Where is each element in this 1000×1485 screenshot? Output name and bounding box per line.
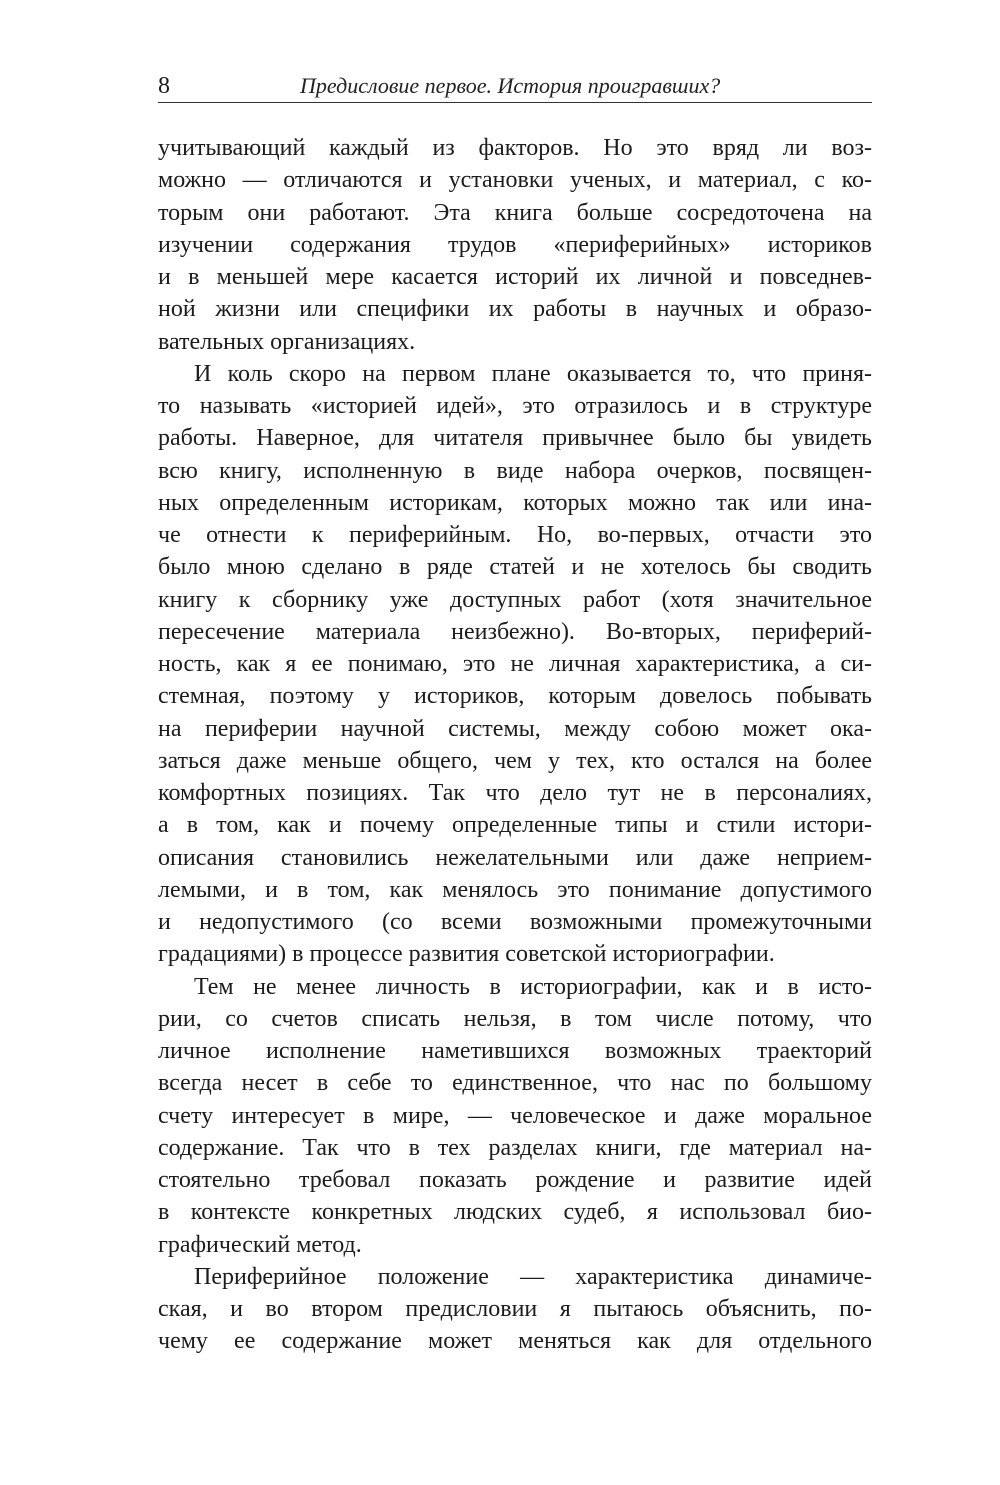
text-line: на периферии научной системы, между собою может ока- xyxy=(158,715,872,742)
text-line: то называть «историей идей», это отразилось и в структуре xyxy=(158,393,872,419)
text-line: всю книгу, исполненную в виде набора очерков, посвящен- xyxy=(158,457,872,484)
body-text xyxy=(158,132,872,1358)
text-line: а в том, как и почему определенные типы и стили истори- xyxy=(158,812,872,839)
text-line: можно — отличаются и установки ученых, и материал, с ко- xyxy=(158,167,872,194)
text-line: И коль скоро на первом плане оказывается то, что приня- xyxy=(194,360,872,387)
text-line: счету интересует в мире, — человеческое и даже моральное xyxy=(158,1102,872,1129)
text-line: в контексте конкретных людских судеб, я использовал био- xyxy=(158,1199,872,1226)
text-line: Тем не менее личность в историографии, как и в исто- xyxy=(194,973,872,1000)
running-header xyxy=(158,70,872,103)
text-line: стоятельно требовал показать рождение и развитие идей xyxy=(158,1167,872,1193)
text-line: ной жизни или специфики их работы в научных и образо- xyxy=(158,296,872,323)
text-line: торым они работают. Эта книга больше сосредоточена на xyxy=(158,199,872,226)
text-line: лемыми, и в том, как менялось это понимание допустимого xyxy=(158,876,872,903)
text-line: работы. Наверное, для читателя привычнее было бы увидеть xyxy=(158,425,872,452)
text-line: было мною сделано в ряде статей и не хотелось бы сводить xyxy=(158,554,872,581)
text-line: личное исполнение наметившихся возможных траекторий xyxy=(158,1038,872,1064)
text-line: графический метод. xyxy=(158,1231,362,1258)
text-line: рии, со счетов списать нельзя, в том числе потому, что xyxy=(158,1005,872,1032)
text-line: и в меньшей мере касается историй их личной и повседнев- xyxy=(158,264,872,290)
page-number: 8 xyxy=(158,73,170,99)
text-line: ская, и во втором предисловии я пытаюсь объяснить, по- xyxy=(158,1296,872,1322)
text-line: изучении содержания трудов «периферийных» историков xyxy=(158,231,872,258)
text-line: че отнести к периферийным. Но, во-первых, отчасти это xyxy=(158,522,872,548)
text-line: Периферийное положение — характеристика динамиче- xyxy=(194,1263,872,1290)
text-line: ность, как я ее понимаю, это не личная характеристика, а си- xyxy=(158,651,872,677)
paragraph xyxy=(158,971,872,1261)
paragraph xyxy=(158,358,872,971)
text-line: чему ее содержание может меняться как для отдельного xyxy=(158,1328,872,1355)
paragraph xyxy=(158,132,872,358)
text-line: стемная, поэтому у историков, которым довелось побывать xyxy=(158,683,872,710)
text-line: заться даже меньше общего, чем у тех, кто остался на более xyxy=(158,747,872,774)
text-line: пересечение материала неизбежно). Во-вторых, периферий- xyxy=(158,618,872,645)
text-line: книгу к сборнику уже доступных работ (хотя значительное xyxy=(158,586,872,613)
running-title: Предисловие первое. История проигравших? xyxy=(300,73,721,98)
text-line: содержание. Так что в тех разделах книги, где материал на- xyxy=(158,1134,872,1161)
text-line: градациями) в процессе развития советской историографии. xyxy=(158,941,775,968)
text-line: вательных организациях. xyxy=(158,328,416,355)
text-line: всегда несет в себе то единственное, что нас по большому xyxy=(158,1070,872,1097)
paragraph xyxy=(158,1261,872,1358)
text-line: комфортных позициях. Так что дело тут не в персоналиях, xyxy=(158,780,872,806)
text-line: описания становились нежелательными или даже неприем- xyxy=(158,844,872,871)
text-line: учитывающий каждый из факторов. Но это вряд ли воз- xyxy=(158,135,872,161)
text-line: ных определенным историкам, которых можно так или ина- xyxy=(158,489,872,516)
text-line: и недопустимого (со всеми возможными промежуточными xyxy=(158,909,872,935)
